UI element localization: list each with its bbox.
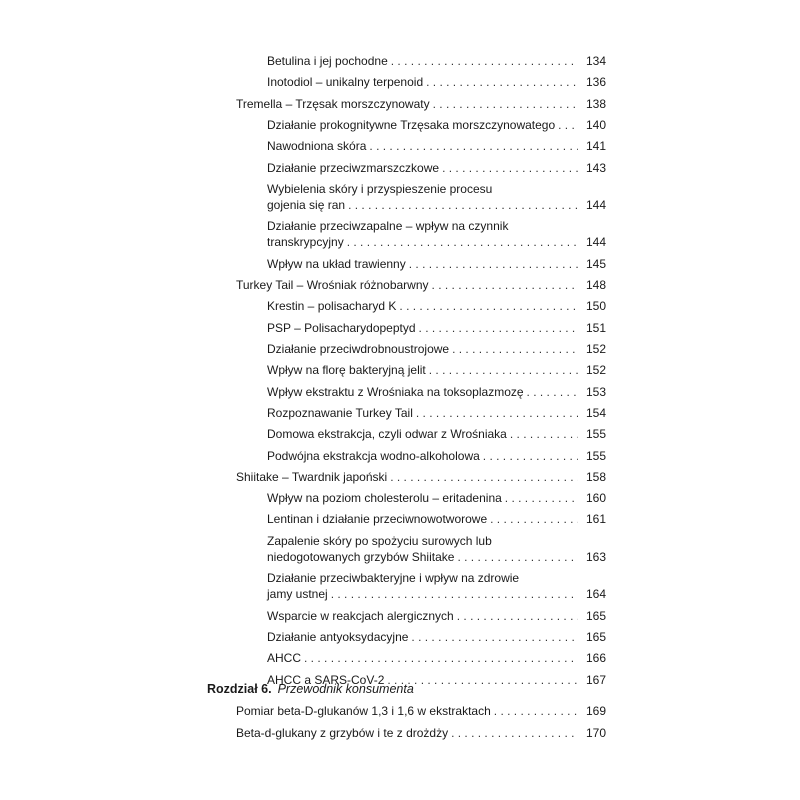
- toc-entry-text: AHCC: [267, 651, 302, 666]
- toc-entry-text: niedogotowanych grzybów Shiitake: [267, 549, 455, 564]
- toc-entry[interactable]: [267, 53, 606, 69]
- toc-page-number: 152: [585, 342, 606, 356]
- toc-page-number: 163: [585, 549, 606, 564]
- toc-entry[interactable]: [236, 725, 606, 741]
- toc-entry[interactable]: [267, 426, 606, 442]
- toc-entry-text: Domowa ekstrakcja, czyli odwar z Wrośniaka: [267, 427, 507, 442]
- dot-leader: [510, 426, 578, 442]
- dot-leader: [409, 256, 578, 272]
- toc-page-number: 138: [585, 96, 606, 111]
- dot-leader: [451, 725, 578, 741]
- toc-page-number: 141: [585, 139, 606, 154]
- toc-entry-text-line1: Wybielenia skóry i przyspieszenie procesu: [267, 181, 493, 196]
- dot-leader: [331, 586, 578, 602]
- dot-leader: [419, 320, 578, 336]
- toc-entry-text: Wpływ ekstraktu z Wrośniaka na toksoplazmozę: [267, 384, 524, 399]
- toc-entry-text: Tremella – Trzęsak morszczynowaty: [236, 96, 430, 111]
- toc-entry[interactable]: [267, 298, 606, 314]
- dot-leader: [558, 117, 578, 133]
- toc-page-number: 143: [585, 160, 606, 175]
- toc-entry-text: Wsparcie w reakcjach alergicznych: [267, 608, 454, 623]
- toc-entry[interactable]: [267, 160, 606, 176]
- toc-entry-text: Wpływ na poziom cholesterolu – eritadenina: [267, 491, 502, 506]
- toc-entry-text: Shiitake – Twardnik japoński: [236, 469, 388, 484]
- toc-entry-text: Pomiar beta-D-glukanów 1,3 i 1,6 w ekstraktach: [236, 704, 491, 718]
- toc-entry-text: Działanie prokognitywne Trzęsaka morszczynowatego: [267, 117, 556, 132]
- toc-entry-text: Lentinan i działanie przeciwnowotworowe: [267, 512, 488, 527]
- toc-entry[interactable]: [267, 320, 606, 336]
- toc-page-number: 160: [585, 491, 606, 506]
- toc-entry-text: Podwójna ekstrakcja wodno-alkoholowa: [267, 448, 480, 463]
- toc-page-number: 161: [585, 512, 606, 527]
- toc-entry-text: Rozpoznawanie Turkey Tail: [267, 405, 413, 420]
- toc-page-number: 165: [585, 630, 606, 644]
- dot-leader: [442, 160, 578, 176]
- dot-leader: [411, 629, 578, 645]
- toc-entry[interactable]: [267, 218, 606, 250]
- toc-entry[interactable]: [267, 117, 606, 133]
- toc-entry[interactable]: [236, 703, 606, 719]
- toc-page-number: 169: [585, 704, 606, 718]
- toc-entry-text-line1: Działanie przeciwbakteryjne i wpływ na zdrowie: [267, 571, 520, 586]
- dot-leader: [490, 511, 578, 527]
- toc-page-number: 144: [585, 235, 606, 250]
- toc-entry-text: transkrypcyjny: [267, 235, 344, 250]
- toc-entry[interactable]: [267, 448, 606, 464]
- toc-entry-text: Działanie antyoksydacyjne: [267, 630, 409, 644]
- toc-page-number: 154: [585, 405, 606, 420]
- dot-leader: [426, 74, 578, 90]
- toc-page-number: 145: [585, 256, 606, 271]
- toc-page-number: 150: [585, 299, 606, 314]
- toc-entry[interactable]: [267, 650, 606, 666]
- dot-leader: [432, 277, 578, 293]
- toc-entry[interactable]: [267, 384, 606, 400]
- toc-page-number: 164: [585, 587, 606, 602]
- toc-page-number: 153: [585, 384, 606, 399]
- dot-leader: [347, 234, 578, 250]
- toc-entry[interactable]: [267, 74, 606, 90]
- dot-leader: [416, 405, 578, 421]
- toc-entry-text: Krestin – polisacharyd K: [267, 299, 397, 314]
- toc-entry-text: Nawodniona skóra: [267, 139, 367, 154]
- toc-entry[interactable]: [236, 469, 606, 485]
- dot-leader: [348, 197, 578, 213]
- toc-entry-text-line1: Zapalenie skóry po spożyciu surowych lub: [267, 533, 492, 548]
- toc-page-number: 155: [585, 427, 606, 442]
- toc-entry-text: gojenia się ran: [267, 197, 346, 212]
- toc-entry[interactable]: [267, 341, 606, 357]
- toc-entry-text: Wpływ na układ trawienny: [267, 256, 406, 271]
- toc-entry[interactable]: [267, 362, 606, 378]
- toc-entry-text: AHCC a SARS-CoV-2: [267, 672, 385, 687]
- dot-leader: [391, 53, 578, 69]
- toc-entry[interactable]: [267, 490, 606, 506]
- toc-entry[interactable]: [267, 533, 606, 565]
- chapter-heading: [207, 680, 414, 698]
- toc-entry[interactable]: [267, 511, 606, 527]
- toc-page-number: 155: [585, 448, 606, 463]
- toc-entry-text: Beta-d-glukany z grzybów i te z drożdży: [236, 725, 449, 740]
- toc-entry[interactable]: [267, 570, 606, 602]
- toc-page-number: 134: [585, 54, 606, 68]
- dot-leader: [433, 96, 578, 112]
- toc-page-number: 144: [585, 197, 606, 212]
- toc-page-number: 140: [585, 117, 606, 132]
- toc-page-number: 151: [585, 320, 606, 335]
- toc-entry[interactable]: [267, 405, 606, 421]
- dot-leader: [494, 703, 578, 719]
- toc-page-number: 167: [585, 672, 606, 687]
- dot-leader: [369, 138, 578, 154]
- toc-page-number: 148: [585, 278, 606, 293]
- dot-leader: [527, 384, 578, 400]
- toc-entry[interactable]: [236, 277, 606, 293]
- toc-entry[interactable]: [267, 181, 606, 213]
- dot-leader: [452, 341, 578, 357]
- dot-leader: [429, 362, 578, 378]
- dot-leader: [387, 672, 578, 688]
- toc-entry[interactable]: [236, 96, 606, 112]
- toc-entry-text: Turkey Tail – Wrośniak różnobarwny: [236, 278, 429, 293]
- toc-entry-text: PSP – Polisacharydopeptyd: [267, 320, 416, 335]
- toc-entry-text: Betulina i jej pochodne: [267, 54, 388, 68]
- toc-entry-text-line1: Działanie przeciwzapalne – wpływ na czynnik: [267, 219, 509, 234]
- dot-leader: [304, 650, 578, 666]
- toc-entry[interactable]: [267, 138, 606, 154]
- toc-entry[interactable]: [267, 608, 606, 624]
- toc-page-number: 165: [585, 608, 606, 623]
- chapter-title: Przewodnik konsumenta: [277, 682, 414, 696]
- toc-entry-text: Wpływ na florę bakteryjną jelit: [267, 363, 426, 378]
- toc-entry[interactable]: [267, 629, 606, 645]
- toc-entry[interactable]: [267, 256, 606, 272]
- toc-page-number: 158: [585, 469, 606, 484]
- toc-page-number: 136: [585, 75, 606, 90]
- toc-page-number: 166: [585, 651, 606, 666]
- dot-leader: [457, 549, 578, 565]
- toc-page-number: 170: [585, 725, 606, 740]
- dot-leader: [390, 469, 578, 485]
- toc-page-number: 152: [585, 363, 606, 378]
- toc-entry-text: Działanie przeciwzmarszczkowe: [267, 160, 440, 175]
- dot-leader: [483, 448, 578, 464]
- chapter-number: Rozdział 6.: [207, 682, 272, 696]
- dot-leader: [457, 608, 578, 624]
- toc-entry-text: Inotodiol – unikalny terpenoid: [267, 75, 424, 90]
- dot-leader: [399, 298, 578, 314]
- dot-leader: [505, 490, 578, 506]
- toc-entry-text: Działanie przeciwdrobnoustrojowe: [267, 342, 450, 356]
- toc-entry-text: jamy ustnej: [267, 587, 328, 602]
